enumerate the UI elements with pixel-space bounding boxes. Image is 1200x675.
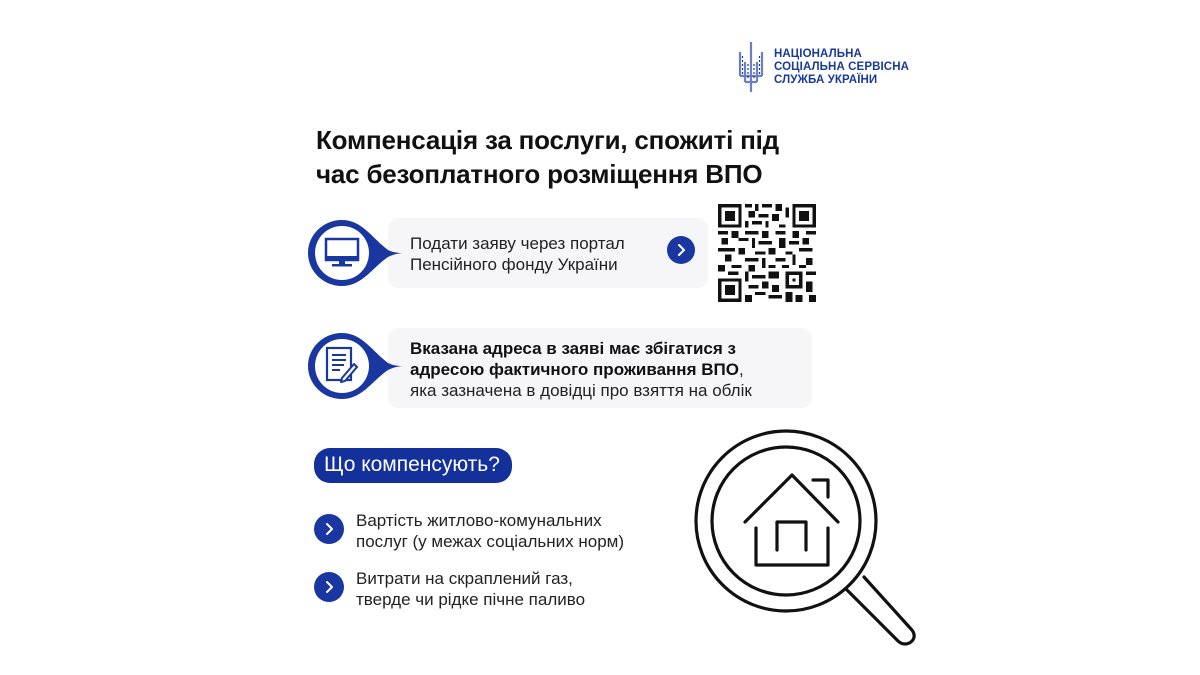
step-address-comma: , — [738, 360, 744, 379]
list-item-line-1: Вартість житлово-комунальних — [356, 511, 602, 530]
step-portal-text — [410, 233, 625, 275]
qr-code-icon[interactable] — [718, 204, 816, 302]
bullet-chevron — [314, 514, 344, 544]
step-address-bold-line-1: Вказана адреса в заяві має збігатися з — [410, 339, 736, 358]
step-address-text — [410, 338, 752, 401]
chevron-right-icon — [322, 580, 336, 594]
list-item-line-2: послуг (у межах соціальних норм) — [356, 532, 625, 551]
logo-line-3: СЛУЖБА УКРАЇНИ — [774, 73, 878, 86]
list-item — [314, 568, 585, 610]
step-address-bold-line-2: адресою фактичного проживання ВПО — [410, 360, 739, 379]
monitor-icon — [306, 218, 406, 288]
list-item-line-1: Витрати на скраплений газ, — [356, 569, 573, 588]
step-address-normal-line: яка зазначена в довідці про взяття на облік — [410, 381, 752, 400]
logo-line-2: СОЦІАЛЬНА СЕРВІСНА — [774, 60, 910, 73]
step-portal-line-1: Подати заяву через портал — [410, 234, 625, 253]
bullet-chevron — [314, 572, 344, 602]
logo-text — [774, 48, 909, 87]
list-item-text — [356, 510, 624, 552]
portal-link-button[interactable] — [667, 236, 695, 264]
trident-icon — [736, 40, 766, 94]
document-pen-icon — [306, 331, 406, 401]
logo — [736, 40, 909, 94]
title-line-2: час безоплатного розміщення ВПО — [316, 159, 763, 189]
list-item-line-2: тверде чи рідке пічне паливо — [356, 590, 586, 609]
list-item-text — [356, 568, 585, 610]
logo-line-1: НАЦІОНАЛЬНА — [774, 47, 862, 60]
magnifier-house-icon — [686, 425, 918, 647]
title-line-1: Компенсація за послуги, спожиті під — [316, 125, 779, 155]
page-title — [316, 123, 779, 191]
chevron-right-icon — [674, 243, 688, 257]
list-item — [314, 510, 624, 552]
chevron-right-icon — [322, 522, 336, 536]
section-heading-pill: Що компенсують? — [314, 448, 512, 483]
step-portal-line-2: Пенсійного фонду України — [410, 255, 618, 274]
